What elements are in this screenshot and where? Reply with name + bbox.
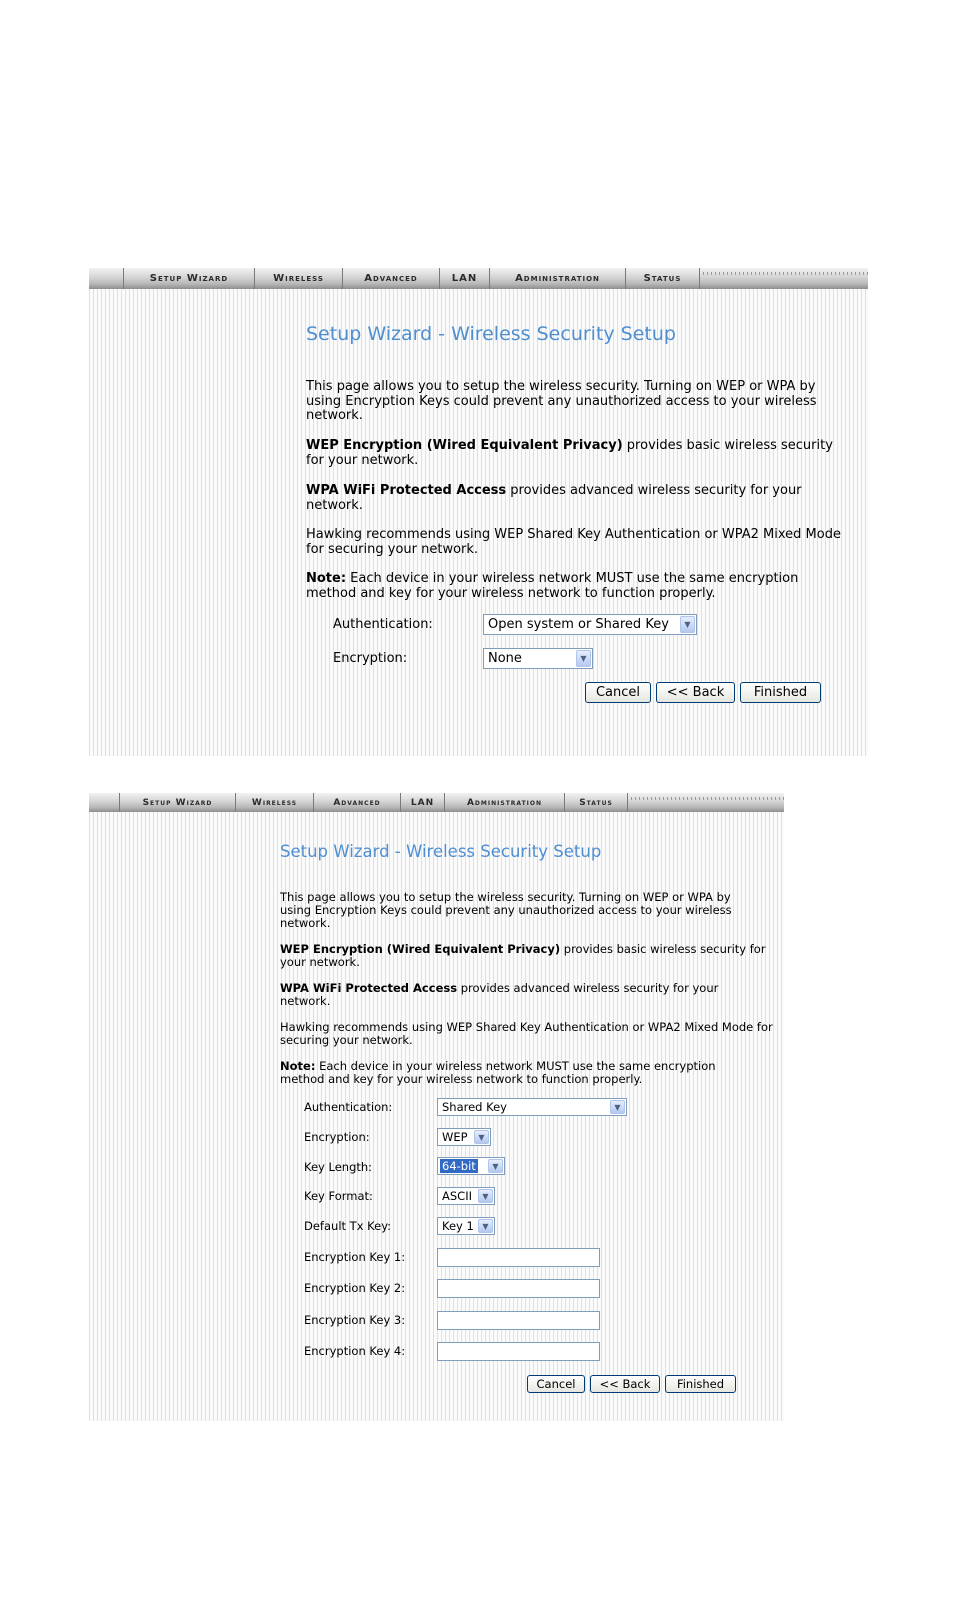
encryption-label: Encryption: [333,651,408,666]
tab-wireless[interactable]: Wireless [254,268,342,289]
encryption-select[interactable] [437,1128,491,1146]
chevron-down-icon: ▼ [610,1100,625,1114]
nav-dots [703,272,868,275]
wpa-text: provides advanced wireless security for your network. [306,483,802,513]
note-heading: Note: [280,1059,316,1073]
note-heading: Note: [306,571,347,586]
nav-dots [631,797,784,800]
encryption-key-3-label: Encryption Key 3: [304,1313,406,1327]
encryption-key-2-label: Encryption Key 2: [304,1281,406,1295]
key-format-value: ASCII [442,1189,472,1203]
top-nav [89,268,868,289]
tab-status[interactable]: Status [625,268,700,289]
wep-heading: WEP Encryption (Wired Equivalent Privacy) [306,438,623,453]
tab-advanced[interactable]: Advanced [313,793,400,812]
encryption-key-2-input[interactable] [437,1279,600,1298]
wpa-text: provides advanced wireless security for your network. [280,981,719,1008]
key-format-select[interactable] [437,1187,495,1205]
chevron-down-icon: ▼ [478,1219,493,1233]
default-tx-key-value: Key 1 [442,1219,474,1233]
key-length-label: Key Length: [304,1160,373,1174]
note-body: Each device in your wireless network MUST use the same encryption method and key for your wireless network to function properly. [306,571,799,601]
authentication-select[interactable] [483,614,697,635]
authentication-select[interactable] [437,1098,627,1116]
chevron-down-icon: ▼ [488,1159,503,1173]
default-tx-key-select[interactable] [437,1217,495,1235]
key-length-select[interactable] [437,1157,505,1175]
wpa-heading: WPA WiFi Protected Access [280,981,458,995]
tab-wireless[interactable]: Wireless [235,793,313,812]
note-text [280,1060,740,1086]
wep-heading: WEP Encryption (Wired Equivalent Privacy) [280,942,561,956]
note-body: Each device in your wireless network MUST use the same encryption method and key for your wireless network to function properly. [280,1059,716,1086]
encryption-key-1-input[interactable] [437,1248,600,1267]
chevron-down-icon: ▼ [478,1189,493,1203]
recommendation-text: Hawking recommends using WEP Shared Key Authentication or WPA2 Mixed Mode for securing your network. [280,1020,773,1047]
encryption-select[interactable] [483,648,593,669]
encryption-key-4-label: Encryption Key 4: [304,1344,406,1358]
wep-text: provides basic wireless security for your network. [280,942,766,969]
screenshot-shared-key-wep [89,793,784,1421]
wpa-description [306,484,826,513]
intro-text: This page allows you to setup the wireless security. Turning on WEP or WPA by using Encryption Keys could prevent any unauthorized access to your wireless network. [280,890,732,930]
tab-advanced[interactable]: Advanced [342,268,439,289]
finished-button[interactable]: Finished [740,682,821,703]
encryption-label: Encryption: [304,1130,370,1144]
back-button[interactable]: << Back [656,682,735,703]
encryption-value: None [488,651,522,666]
wpa-heading: WPA WiFi Protected Access [306,483,507,498]
page-title: Setup Wizard - Wireless Security Setup [280,842,602,861]
back-button[interactable]: << Back [590,1375,660,1393]
authentication-value: Open system or Shared Key [488,617,669,632]
authentication-label: Authentication: [304,1100,393,1114]
wpa-description [280,982,740,1008]
chevron-down-icon: ▼ [680,616,695,633]
encryption-value: WEP [442,1130,468,1144]
encryption-key-3-input[interactable] [437,1311,600,1330]
wep-description [306,439,851,468]
authentication-label: Authentication: [333,617,433,632]
tab-lan[interactable]: LAN [400,793,444,812]
chevron-down-icon: ▼ [576,650,591,667]
tab-status[interactable]: Status [564,793,628,812]
tab-setup-wizard[interactable]: Setup Wizard [119,793,235,812]
finished-button[interactable]: Finished [665,1375,736,1393]
tab-administration[interactable]: Administration [444,793,564,812]
top-nav [89,793,784,812]
cancel-button[interactable]: Cancel [527,1375,585,1393]
note-text [306,572,821,601]
wep-text: provides basic wireless security for your network. [306,438,833,468]
screenshot-open-system [89,268,868,756]
default-tx-key-label: Default Tx Key: [304,1219,392,1233]
intro-text: This page allows you to setup the wireless security. Turning on WEP or WPA by using Encryption Keys could prevent any unauthorized access to your wireless network. [306,379,817,424]
page-title: Setup Wizard - Wireless Security Setup [306,323,676,345]
chevron-down-icon: ▼ [474,1130,489,1144]
encryption-key-4-input[interactable] [437,1342,600,1361]
recommendation-text: Hawking recommends using WEP Shared Key Authentication or WPA2 Mixed Mode for securing your network. [306,527,841,557]
key-length-value: 64-bit [442,1159,476,1173]
cancel-button[interactable]: Cancel [585,682,651,703]
tab-lan[interactable]: LAN [439,268,489,289]
encryption-key-1-label: Encryption Key 1: [304,1250,406,1264]
authentication-value: Shared Key [442,1100,507,1114]
tab-setup-wizard[interactable]: Setup Wizard [123,268,254,289]
wep-description [280,943,770,969]
key-format-label: Key Format: [304,1189,373,1203]
tab-administration[interactable]: Administration [489,268,625,289]
